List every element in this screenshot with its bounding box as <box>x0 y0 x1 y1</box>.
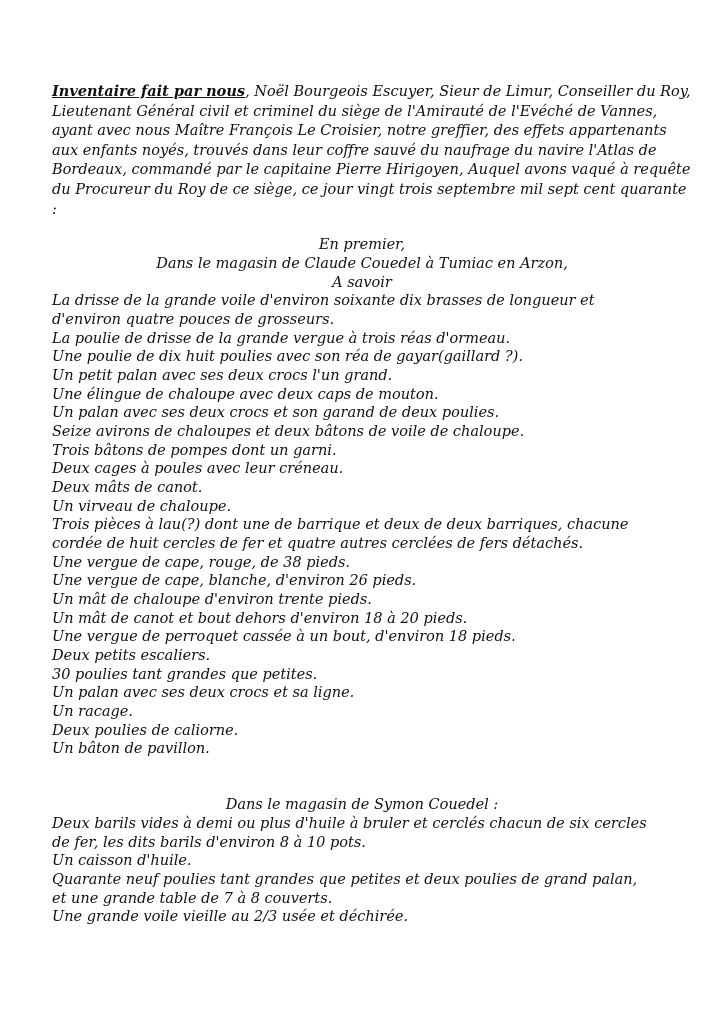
list-item: Une poulie de dix huit poulies avec son réa de gayar(gaillard ?). <box>52 349 523 365</box>
intro-paragraph <box>52 82 692 220</box>
list-item: Un mât de canot et bout dehors d'environ 18 à 20 pieds. <box>52 611 468 627</box>
list-item: Deux petits escaliers. <box>52 648 211 664</box>
list-item: Un bâton de pavillon. <box>52 741 210 757</box>
section1-heading-location: Dans le magasin de Claude Couedel à Tumiac en Arzon, <box>156 256 568 272</box>
list-item: Trois pièces à lau(?) dont une de barrique et deux de deux barriques, chacune <box>52 517 629 533</box>
list-item: Une vergue de cape, blanche, d'environ 26 pieds. <box>52 573 417 589</box>
section1-heading-first: En premier, <box>318 237 406 253</box>
list-item: Trois bâtons de pompes dont un garni. <box>52 443 337 459</box>
list-item: Un caisson d'huile. <box>52 853 192 869</box>
list-item: Un racage. <box>52 704 133 720</box>
list-item: d'environ quatre pouces de grosseurs. <box>52 312 335 328</box>
list-item: cordée de huit cercles de fer et quatre autres cerclées de fers détachés. <box>52 536 584 552</box>
list-item: Un palan avec ses deux crocs et sa ligne. <box>52 685 355 701</box>
list-item: Un petit palan avec ses deux crocs l'un grand. <box>52 368 393 384</box>
list-item: et une grande table de 7 à 8 couverts. <box>52 891 333 907</box>
list-item: Deux mâts de canot. <box>52 480 203 496</box>
list-item: Un virveau de chaloupe. <box>52 499 232 515</box>
list-item: Une grande voile vieille au 2/3 usée et déchirée. <box>52 909 409 925</box>
list-item: Deux poulies de caliorne. <box>52 723 239 739</box>
intro-text: , Noël Bourgeois Escuyer, Sieur de Limur, Conseiller du Roy, Lieutenant Général civil et criminel du siège de l'Amirauté de l'Evéché de Vannes, ayant avec nous Maître François Le Croisier, notre greffier, des effets appartenants aux enfants noyés, trouvés dans leur coffre sauvé du naufrage du navire l'Atlas de Bordeaux, commandé par le capitaine Pierre Hirigoyen, Auquel avons vaqué à requête du Procureur du Roy de ce siège, ce jour vingt trois septembre mil sept cent quarante : <box>52 84 691 218</box>
list-item: 30 poulies tant grandes que petites. <box>52 667 318 683</box>
list-item: de fer, les dits barils d'environ 8 à 10 pots. <box>52 835 366 851</box>
section1-heading-asavoir: A savoir <box>332 275 392 291</box>
list-item: Une élingue de chaloupe avec deux caps de mouton. <box>52 387 439 403</box>
list-item: Un mât de chaloupe d'environ trente pieds. <box>52 592 372 608</box>
list-item: Deux cages à poules avec leur créneau. <box>52 461 344 477</box>
section2-heading: Dans le magasin de Symon Couedel : <box>225 797 499 813</box>
list-item: Une vergue de cape, rouge, de 38 pieds. <box>52 555 351 571</box>
list-item: Quarante neuf poulies tant grandes que petites et deux poulies de grand palan, <box>52 872 638 888</box>
list-item: La drisse de la grande voile d'environ soixante dix brasses de longueur et <box>52 293 595 309</box>
list-item: Seize avirons de chaloupes et deux bâtons de voile de chaloupe. <box>52 424 525 440</box>
intro-lead: Inventaire fait par nous <box>52 83 246 100</box>
list-item: Une vergue de perroquet cassée à un bout, d'environ 18 pieds. <box>52 629 516 645</box>
list-item: Un palan avec ses deux crocs et son garand de deux poulies. <box>52 405 500 421</box>
list-item: Deux barils vides à demi ou plus d'huile à bruler et cerclés chacun de six cercles <box>52 816 647 832</box>
list-item: La poulie de drisse de la grande vergue à trois réas d'ormeau. <box>52 331 511 347</box>
